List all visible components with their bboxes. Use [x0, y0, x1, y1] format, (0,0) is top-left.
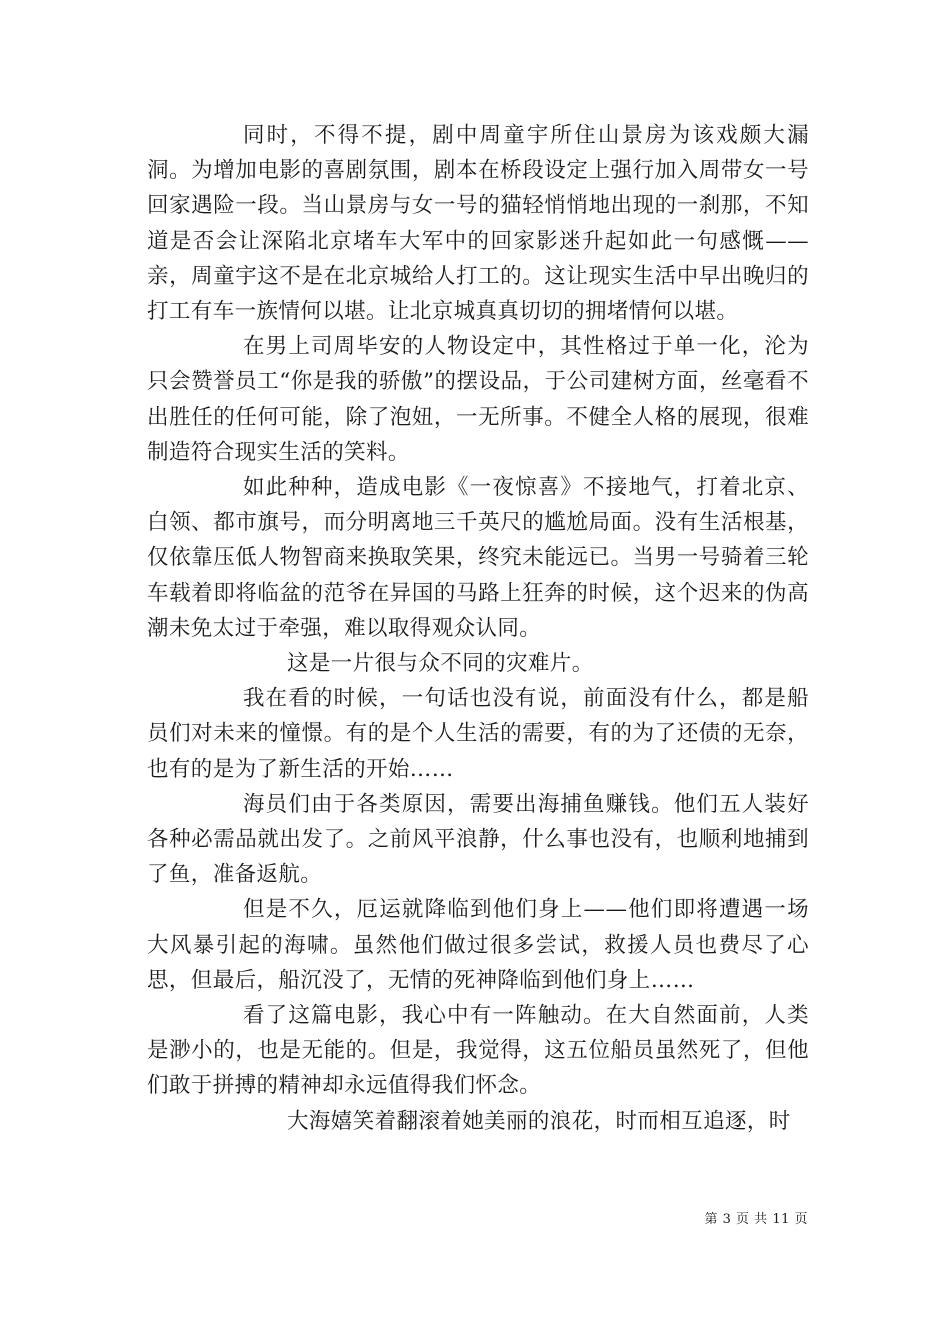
page-number: 第 3 页 共 11 页 — [704, 1212, 808, 1227]
paragraph-reflection: 看了这篇电影，我心中有一阵触动。在大自然面前，人类是渺小的，也是无能的。但是，我觉得，这五位船员虽然死了，但他们敢于拼搏的精神却永远值得我们怀念。 — [147, 1003, 809, 1099]
paragraph-mountain-house: 同时，不得不提，剧中周童宇所住山景房为该戏颇大漏洞。为增加电影的喜剧氛围，剧本在桥段设定上强行加入周带女一号回家遇险一段。当山景房与女一号的猫轻悄悄地出现的一刹那，不知道是否会让深陷北京堵车大军中的回家影迷升起如此一句感慨——亲，周童宇这不是在北京城给人打工的。这让现实生活中早出晚归的打工有车一族情何以堪。让北京城真真切切的拥堵情何以堪。 — [147, 123, 809, 325]
document-body — [147, 118, 809, 1139]
paragraph-fishing-trip: 海员们由于各类原因，需要出海捕鱼赚钱。他们五人装好各种必需品就出发了。之前风平浪静，什么事也没有，也顺利地捕到了鱼，准备返航。 — [147, 791, 809, 888]
paragraph-crew-hopes: 我在看的时候，一句话也没有说，前面没有什么，都是船员们对未来的憧憬。有的是个人生活的需要，有的为了还债的无奈，也有的是为了新生活的开始…… — [147, 686, 809, 782]
paragraph-storm: 但是不久，厄运就降临到他们身上——他们即将遭遇一场大风暴引起的海啸。虽然他们做过很多尝试，救援人员也费尽了心思，但最后，船沉没了，无情的死神降临到他们身上…… — [147, 897, 809, 993]
paragraph-sea-description: 大海嬉笑着翻滚着她美丽的浪花，时而相互追逐，时 — [287, 1108, 791, 1134]
paragraph-summary-critique: 如此种种，造成电影《一夜惊喜》不接地气，打着北京、白领、都市旗号，而分明离地三千英尺的尴尬局面。没有生活根基，仅依靠压低人物智商来换取笑果，终究未能远已。当男一号骑着三轮车载着即将临盆的范爷在异国的马路上狂奔的时候，这个迟来的伪高潮未免太过于牵强，难以取得观众认同。 — [147, 475, 809, 641]
paragraph-disaster-film-intro: 这是一片很与众不同的灾难片。 — [287, 651, 594, 677]
paragraph-boss-character: 在男上司周毕安的人物设定中，其性格过于单一化，沦为只会赞誉员工“你是我的骄傲”的摆设品，于公司建树方面，丝毫看不出胜任的任何可能，除了泡妞，一无所事。不健全人格的展现，很难制造符合现实生活的笑料。 — [147, 334, 809, 465]
